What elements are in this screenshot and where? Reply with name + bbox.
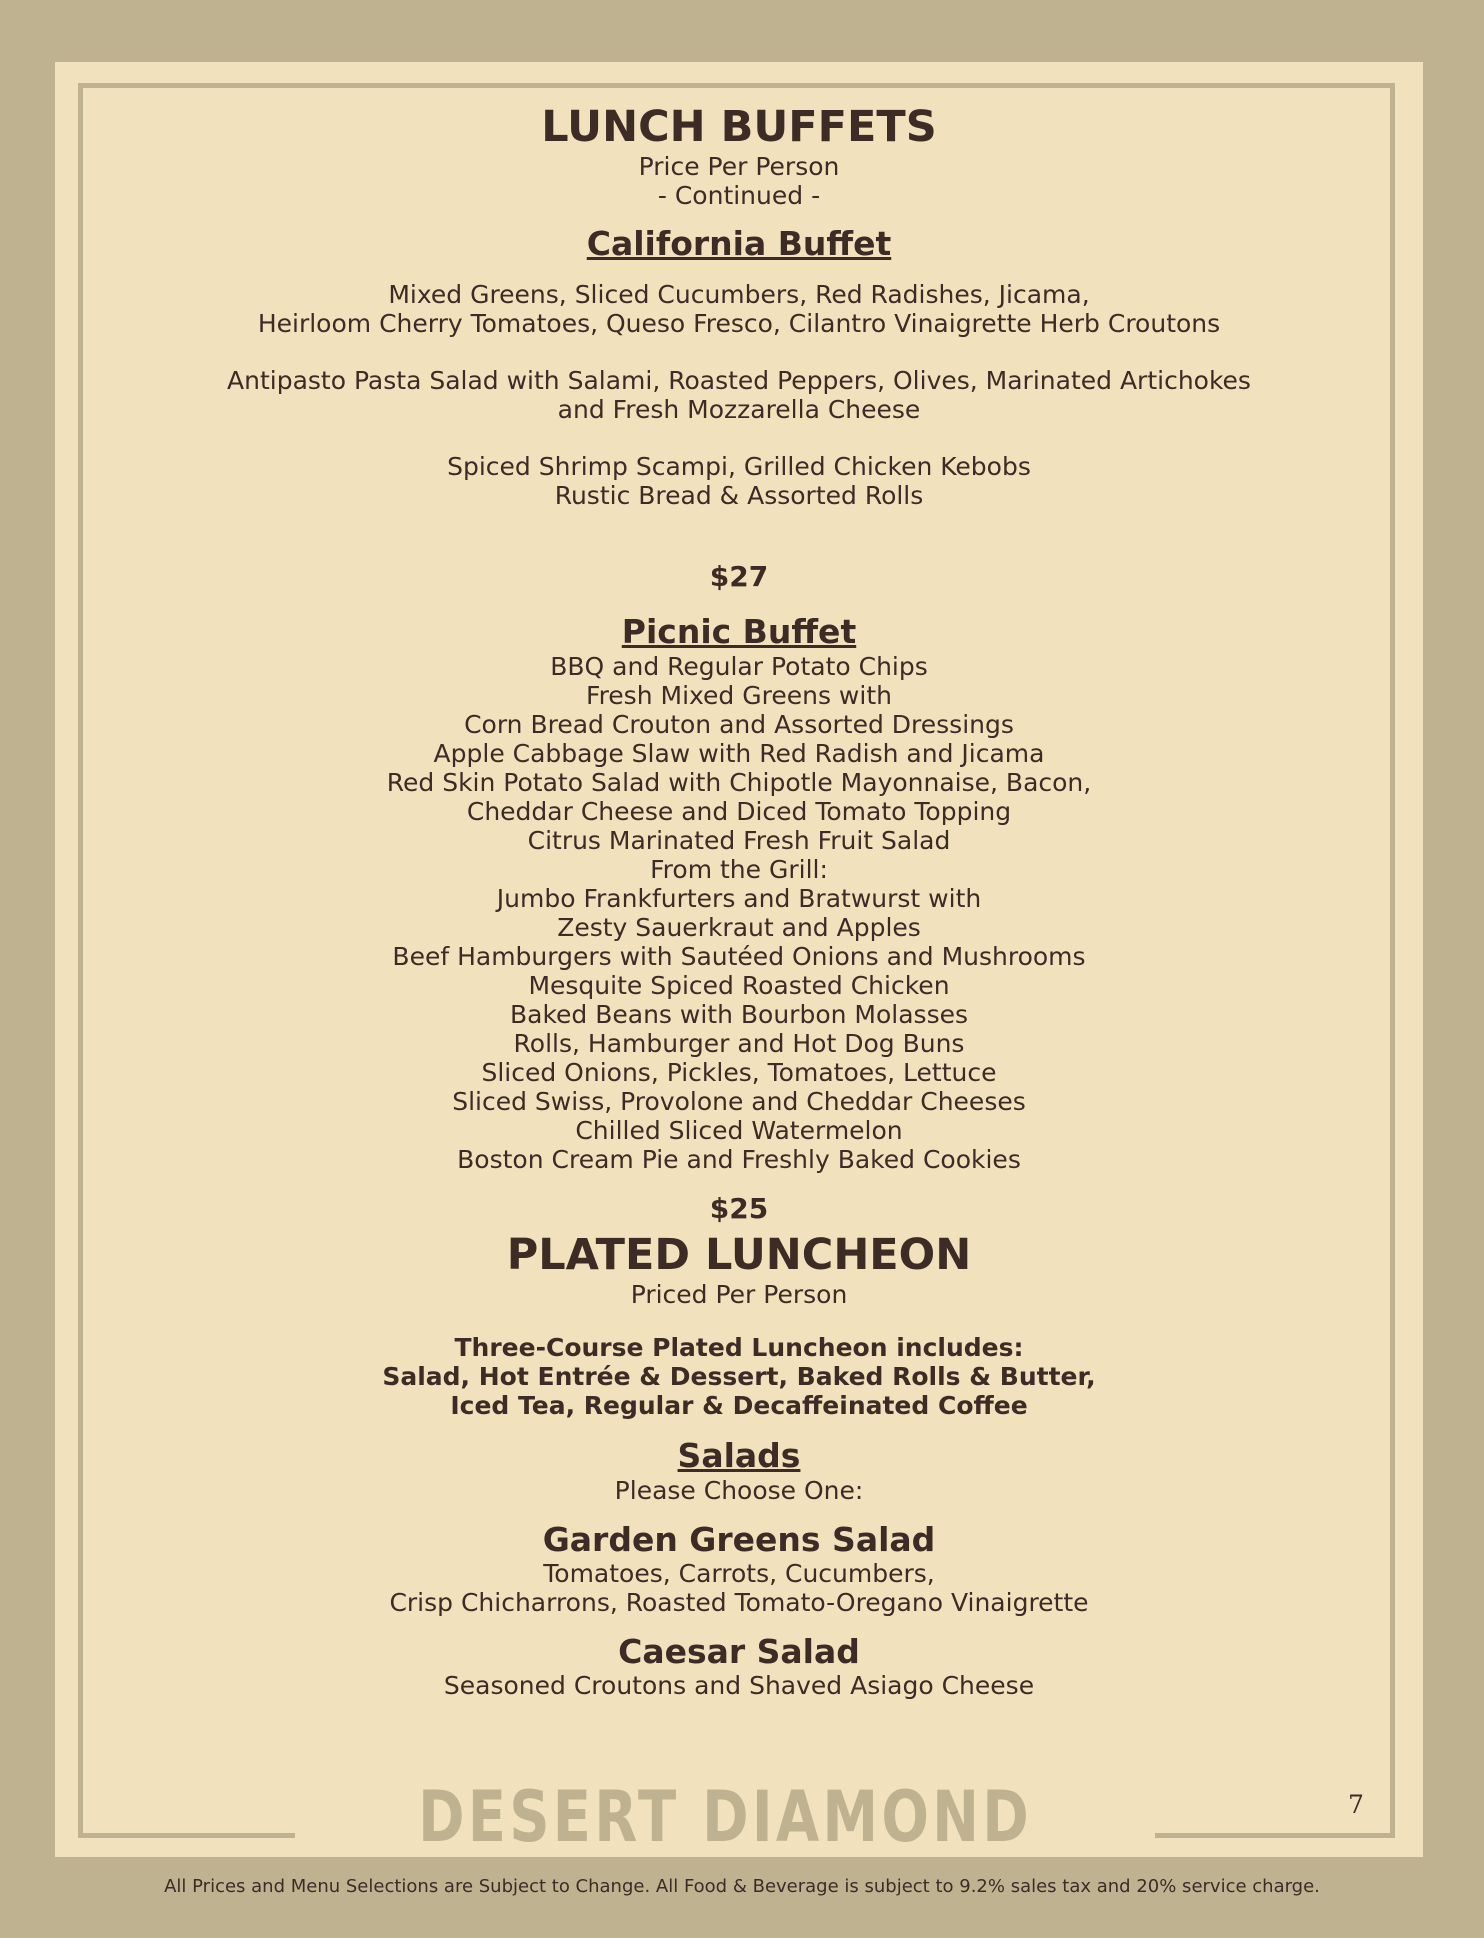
menu-line: Crisp Chicharrons, Roasted Tomato-Oregano Vinaigrette — [389, 1588, 1089, 1617]
footer-disclaimer: All Prices and Menu Selections are Subject to Change. All Food & Beverage is subject to 9.2% sales tax and 20% service charge. — [164, 1876, 1320, 1897]
menu-line: Corn Bread Crouton and Assorted Dressings — [464, 710, 1014, 739]
menu-line: Tomatoes, Carrots, Cucumbers, — [543, 1559, 935, 1588]
menu-line: Mixed Greens, Sliced Cucumbers, Red Radishes, Jicama, — [388, 280, 1090, 309]
includes-line: Iced Tea, Regular & Decaffeinated Coffee — [450, 1391, 1028, 1420]
menu-line: Beef Hamburgers with Sautéed Onions and Mushrooms — [392, 942, 1086, 971]
page-title: LUNCH BUFFETS — [541, 102, 937, 152]
menu-line: Sliced Swiss, Provolone and Cheddar Cheeses — [452, 1087, 1026, 1116]
garden-salad-title: Garden Greens Salad — [542, 1520, 936, 1559]
menu-line: Red Skin Potato Salad with Chipotle Mayonnaise, Bacon, — [386, 768, 1092, 797]
menu-line: Boston Cream Pie and Freshly Baked Cookies — [457, 1145, 1021, 1174]
menu-line: Cheddar Cheese and Diced Tomato Topping — [466, 797, 1012, 826]
menu-line: Antipasto Pasta Salad with Salami, Roasted Peppers, Olives, Marinated Artichokes — [227, 366, 1251, 395]
menu-line: Baked Beans with Bourbon Molasses — [509, 1000, 969, 1029]
menu-line: and Fresh Mozzarella Cheese — [557, 395, 921, 424]
menu-line: Fresh Mixed Greens with — [586, 681, 892, 710]
menu-line: Apple Cabbage Slaw with Red Radish and Jicama — [433, 739, 1045, 768]
menu-line: Jumbo Frankfurters and Bratwurst with — [496, 884, 982, 913]
menu-line: Heirloom Cherry Tomatoes, Queso Fresco, Cilantro Vinaigrette Herb Croutons — [257, 309, 1221, 338]
menu-line: Mesquite Spiced Roasted Chicken — [528, 971, 950, 1000]
menu-line: Citrus Marinated Fresh Fruit Salad — [527, 826, 951, 855]
menu-line: Chilled Sliced Watermelon — [575, 1116, 903, 1145]
menu-line: Spiced Shrimp Scampi, Grilled Chicken Kebobs — [447, 452, 1031, 481]
caesar-salad-title: Caesar Salad — [618, 1632, 860, 1671]
menu-line: Rustic Bread & Assorted Rolls — [554, 481, 924, 510]
menu-line: Seasoned Croutons and Shaved Asiago Cheese — [443, 1671, 1035, 1700]
continued-note: - Continued - — [657, 181, 821, 210]
plated-price-note: Priced Per Person — [630, 1280, 848, 1309]
page-number: 7 — [1348, 1790, 1364, 1819]
menu-line: Rolls, Hamburger and Hot Dog Buns — [513, 1029, 965, 1058]
menu-line: Sliced Onions, Pickles, Tomatoes, Lettuce — [481, 1058, 997, 1087]
picnic-items — [55, 652, 1423, 1174]
menu-line: Zesty Sauerkraut and Apples — [557, 913, 921, 942]
menu-line: From the Grill: — [650, 855, 828, 884]
picnic-price: $25 — [709, 1192, 769, 1225]
california-buffet-title: California Buffet — [586, 224, 892, 263]
brand-logo: DESERT DIAMOND CASINOS — [418, 1776, 1032, 1938]
menu-content — [55, 62, 1423, 1700]
menu-line: BBQ and Regular Potato Chips — [550, 652, 928, 681]
picnic-buffet-title: Picnic Buffet — [621, 612, 857, 651]
salads-note: Please Choose One: — [614, 1476, 864, 1505]
salads-title: Salads — [677, 1436, 801, 1475]
price-note: Price Per Person — [638, 152, 840, 181]
includes-line: Three-Course Plated Luncheon includes: — [454, 1333, 1024, 1362]
california-price: $27 — [709, 560, 769, 593]
includes-line: Salad, Hot Entrée & Dessert, Baked Rolls & Butter, — [382, 1362, 1096, 1391]
plated-luncheon-title: PLATED LUNCHEON — [506, 1230, 972, 1280]
